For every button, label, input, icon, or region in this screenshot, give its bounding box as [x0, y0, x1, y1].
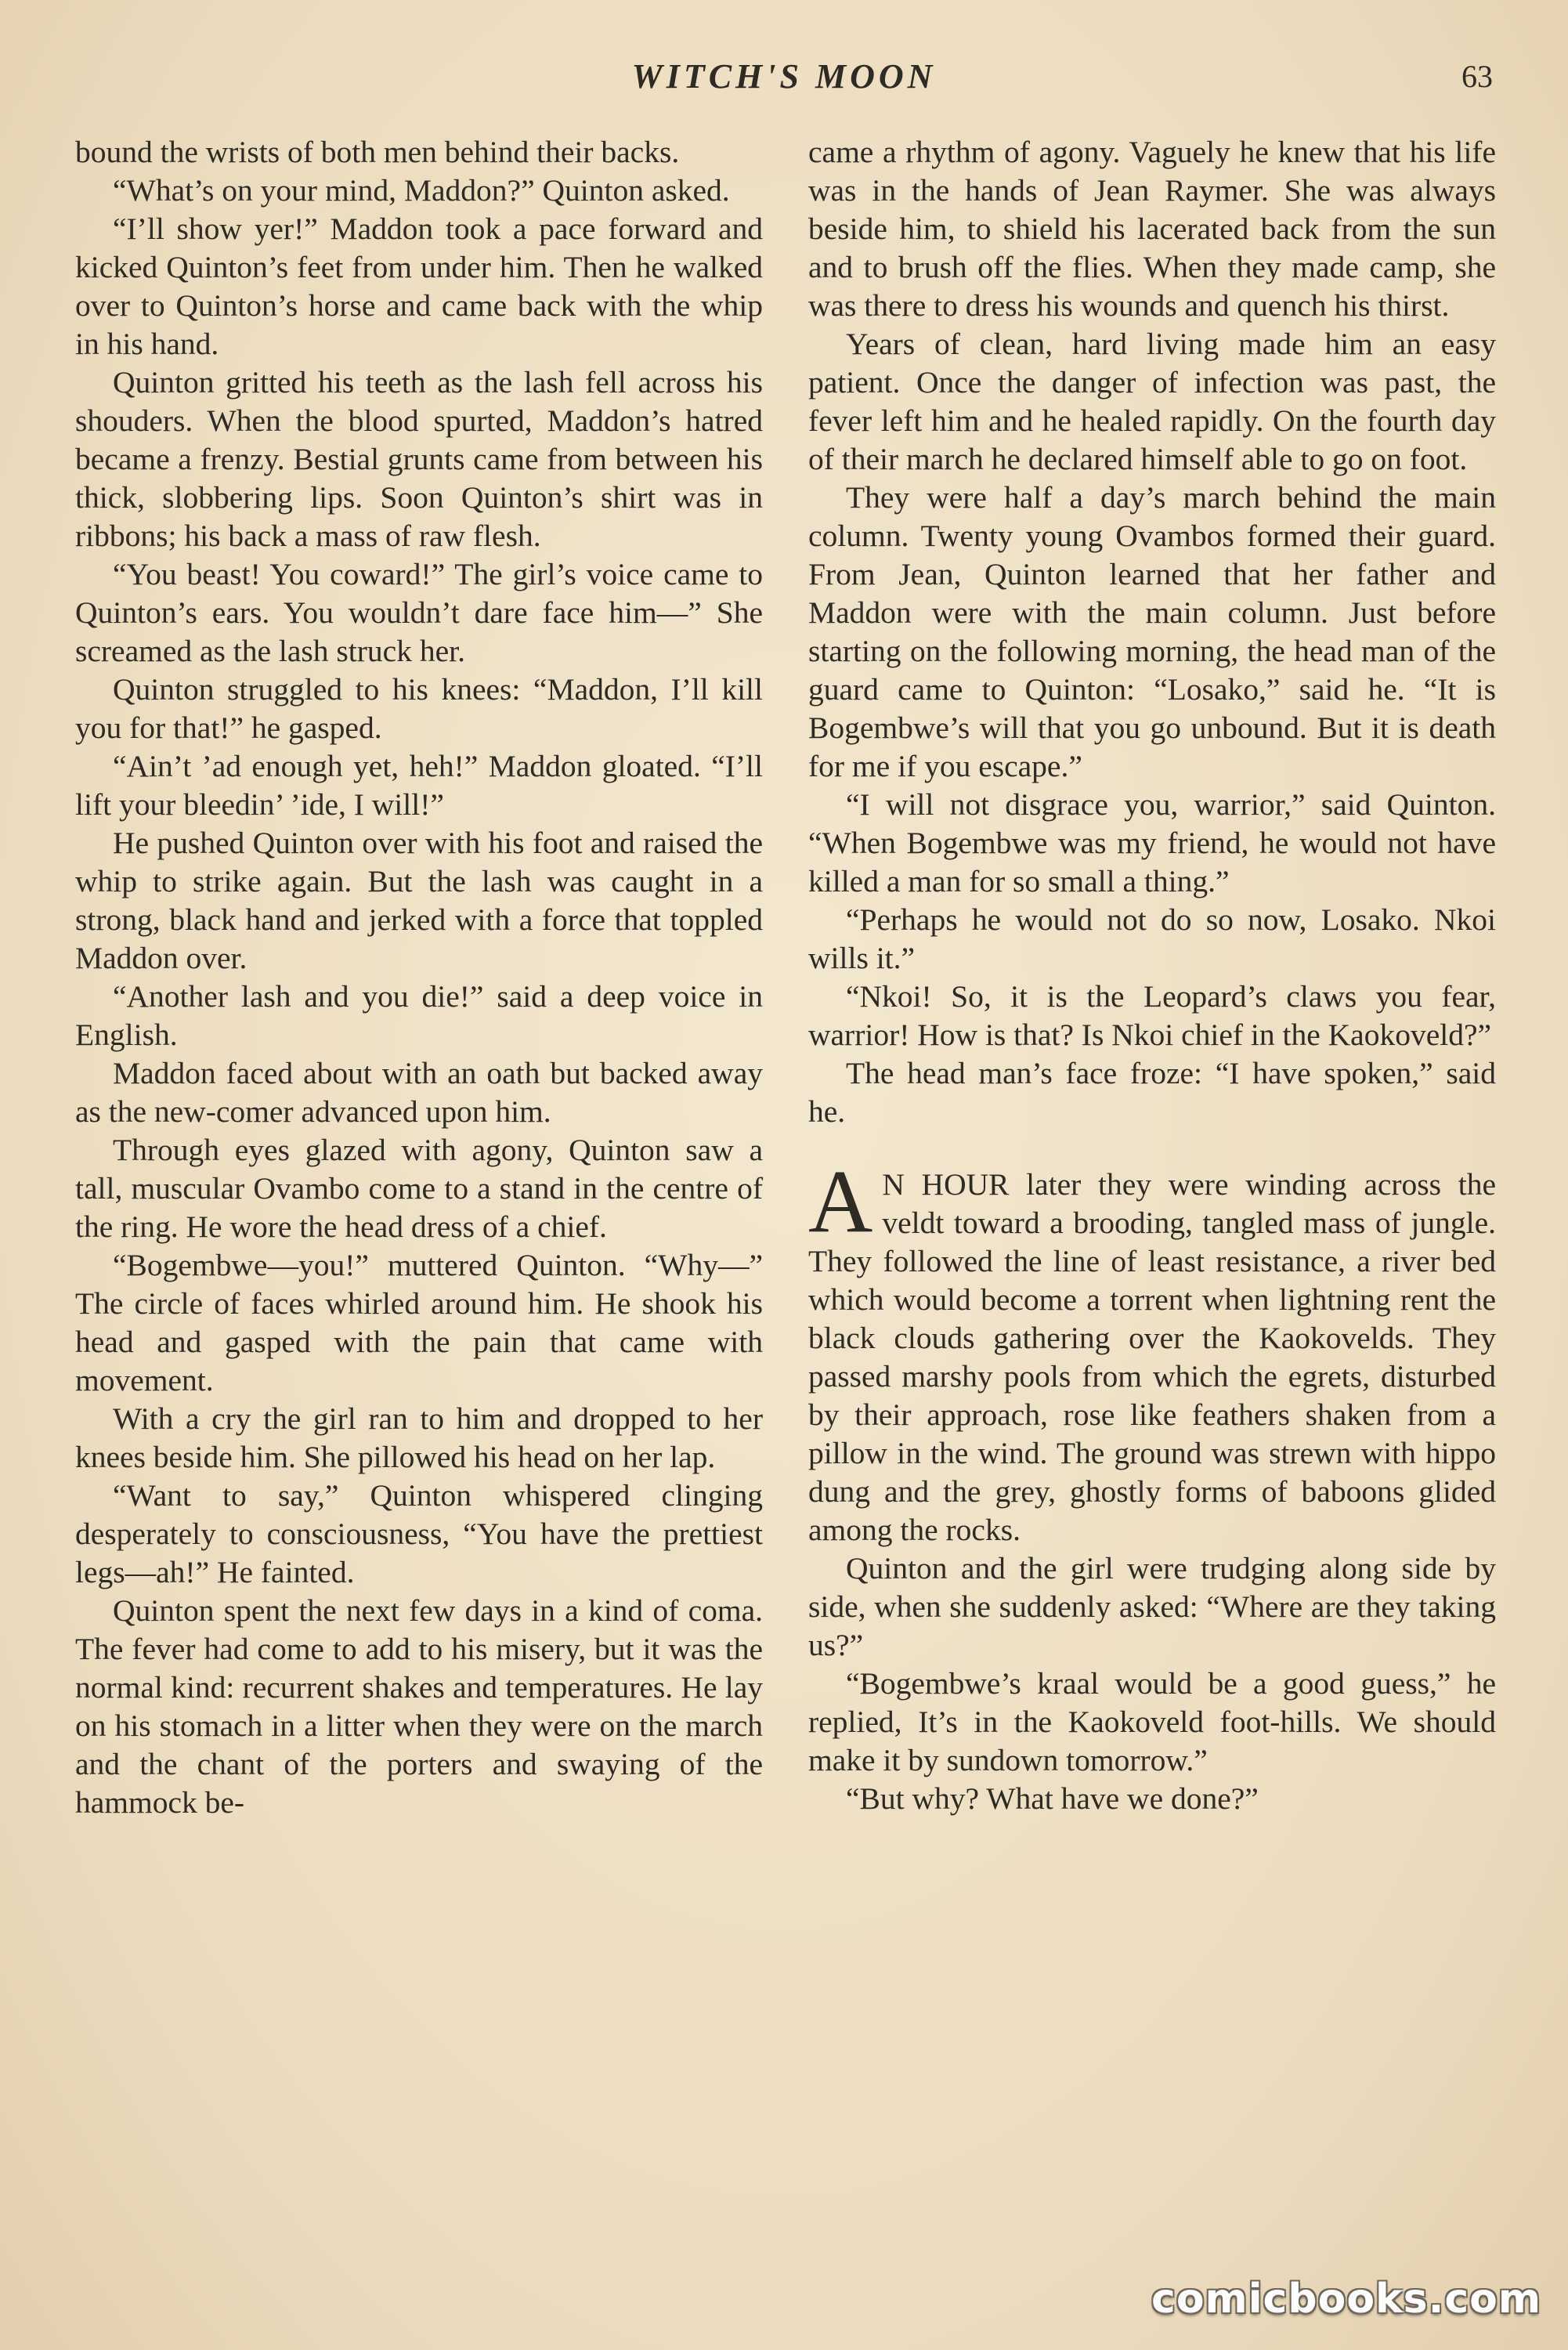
paragraph: He pushed Quinton over with his foot and raised the whip to strike again. But the lash was caught in a strong, black hand and jerked with a force that toppled Maddon over. [75, 826, 763, 975]
paragraph: With a cry the girl ran to him and dropped to her knees beside him. She pillowed his head on her lap. [75, 1401, 763, 1474]
section-opening-paragraph [808, 1152, 1496, 1549]
story-title: WITCH'S MOON [631, 57, 937, 96]
paragraph: Quinton and the girl were trudging along side by side, when she suddenly asked: “Where are they taking us?” [808, 1551, 1496, 1662]
paragraph: “You beast! You coward!” The girl’s voice came to Quinton’s ears. You wouldn’t dare face him—” She screamed as the lash struck her. [75, 557, 763, 668]
right-column [808, 133, 1496, 1818]
paragraph: “What’s on your mind, Maddon?” Quinton asked. [113, 173, 730, 208]
paragraph: “Ain’t ’ad enough yet, heh!” Maddon gloated. “I’ll lift your bleedin’ ’ide, I will!” [75, 749, 763, 822]
paragraph: Years of clean, hard living made him an easy patient. Once the danger of infection was past, the fever left him and he healed rapidly. On the fourth day of their march he declared himself able to go on foot. [808, 327, 1496, 476]
page-number: 63 [1461, 59, 1493, 94]
paragraph: Quinton spent the next few days in a kind of coma. The fever had come to add to his misery, but it was the normal kind: recurrent shakes and temperatures. He lay on his stomach in a litter when they were on the march and the chant of the porters and swaying of the hammock be- [75, 1593, 763, 1820]
paragraph: The head man’s face froze: “I have spoken,” said he. [808, 1056, 1496, 1129]
paragraph: “Perhaps he would not do so now, Losako. Nkoi wills it.” [808, 902, 1496, 975]
paragraph: They were half a day’s march behind the main column. Twenty young Ovambos formed their guard. From Jean, Quinton learned that her father and Maddon were with the main column. Just before starting on the following morning, the head man of the guard came to Quinton: “Losako,” said he. “It is Bogembwe’s will that you go unbound. But it is death for me if you escape.” [808, 480, 1496, 783]
paragraph: Through eyes glazed with agony, Quinton saw a tall, muscular Ovambo come to a stand in the centre of the ring. He wore the head dress of a chief. [75, 1133, 763, 1244]
paragraph: bound the wrists of both men behind their backs. [75, 135, 680, 169]
paragraph: came a rhythm of agony. Vaguely he knew that his life was in the hands of Jean Raymer. She was always beside him, to shield his lacerated back from the sun and to brush off the flies. When they made camp, she was there to dress his wounds and quench his thirst. [808, 135, 1496, 323]
paragraph: “Nkoi! So, it is the Leopard’s claws you fear, warrior! How is that? Is Nkoi chief in the Kaokoveld?” [808, 979, 1496, 1052]
paragraph: Maddon faced about with an oath but backed away as the new-comer advanced upon him. [75, 1056, 763, 1129]
paragraph: Quinton gritted his teeth as the lash fell across his shouders. When the blood spurted, Maddon’s hatred became a frenzy. Bestial grunts came from between his thick, slobbering lips. Soon Quinton’s shirt was in ribbons; his back a mass of raw flesh. [75, 365, 763, 553]
paragraph: “I’ll show yer!” Maddon took a pace forward and kicked Quinton’s feet from under him. Then he walked over to Quinton’s horse and came back with the whip in his hand. [75, 212, 763, 361]
paragraph-text: N HOUR later they were winding across the veldt toward a brooding, tangled mass of jungle. They followed the line of least resistance, a river bed which would become a torrent when lightning rent the black clouds gathering over the Kaokovelds. They passed marshy pools from which the egrets, disturbed by their approach, rose like feathers shaken from a pillow in the wind. The ground was strewn with hippo dung and the grey, ghostly forms of baboons glided among the rocks. [808, 1167, 1496, 1547]
running-header [0, 56, 1568, 111]
paragraph: “Bogembwe’s kraal would be a good guess,” he replied, It’s in the Kaokoveld foot-hills. We should make it by sundown tomorrow.” [808, 1666, 1496, 1777]
paragraph: “Bogembwe—you!” muttered Quinton. “Why—” The circle of faces whirled around him. He shook his head and gasped with the pain that came with movement. [75, 1248, 763, 1397]
drop-cap: A [808, 1152, 873, 1251]
paragraph: “I will not disgrace you, warrior,” said Quinton. “When Bogembwe was my friend, he would not have killed a man for so small a thing.” [808, 787, 1496, 898]
paragraph: “Want to say,” Quinton whispered clinging desperately to consciousness, “You have the prettiest legs—ah!” He fainted. [75, 1478, 763, 1589]
paragraph: “But why? What have we done?” [846, 1781, 1259, 1816]
paragraph: “Another lash and you die!” said a deep voice in English. [75, 979, 763, 1052]
paragraph: Quinton struggled to his knees: “Maddon, I’ll kill you for that!” he gasped. [75, 672, 763, 745]
site-watermark: comicbooks.com [1151, 2276, 1542, 2323]
left-column [75, 133, 763, 1822]
